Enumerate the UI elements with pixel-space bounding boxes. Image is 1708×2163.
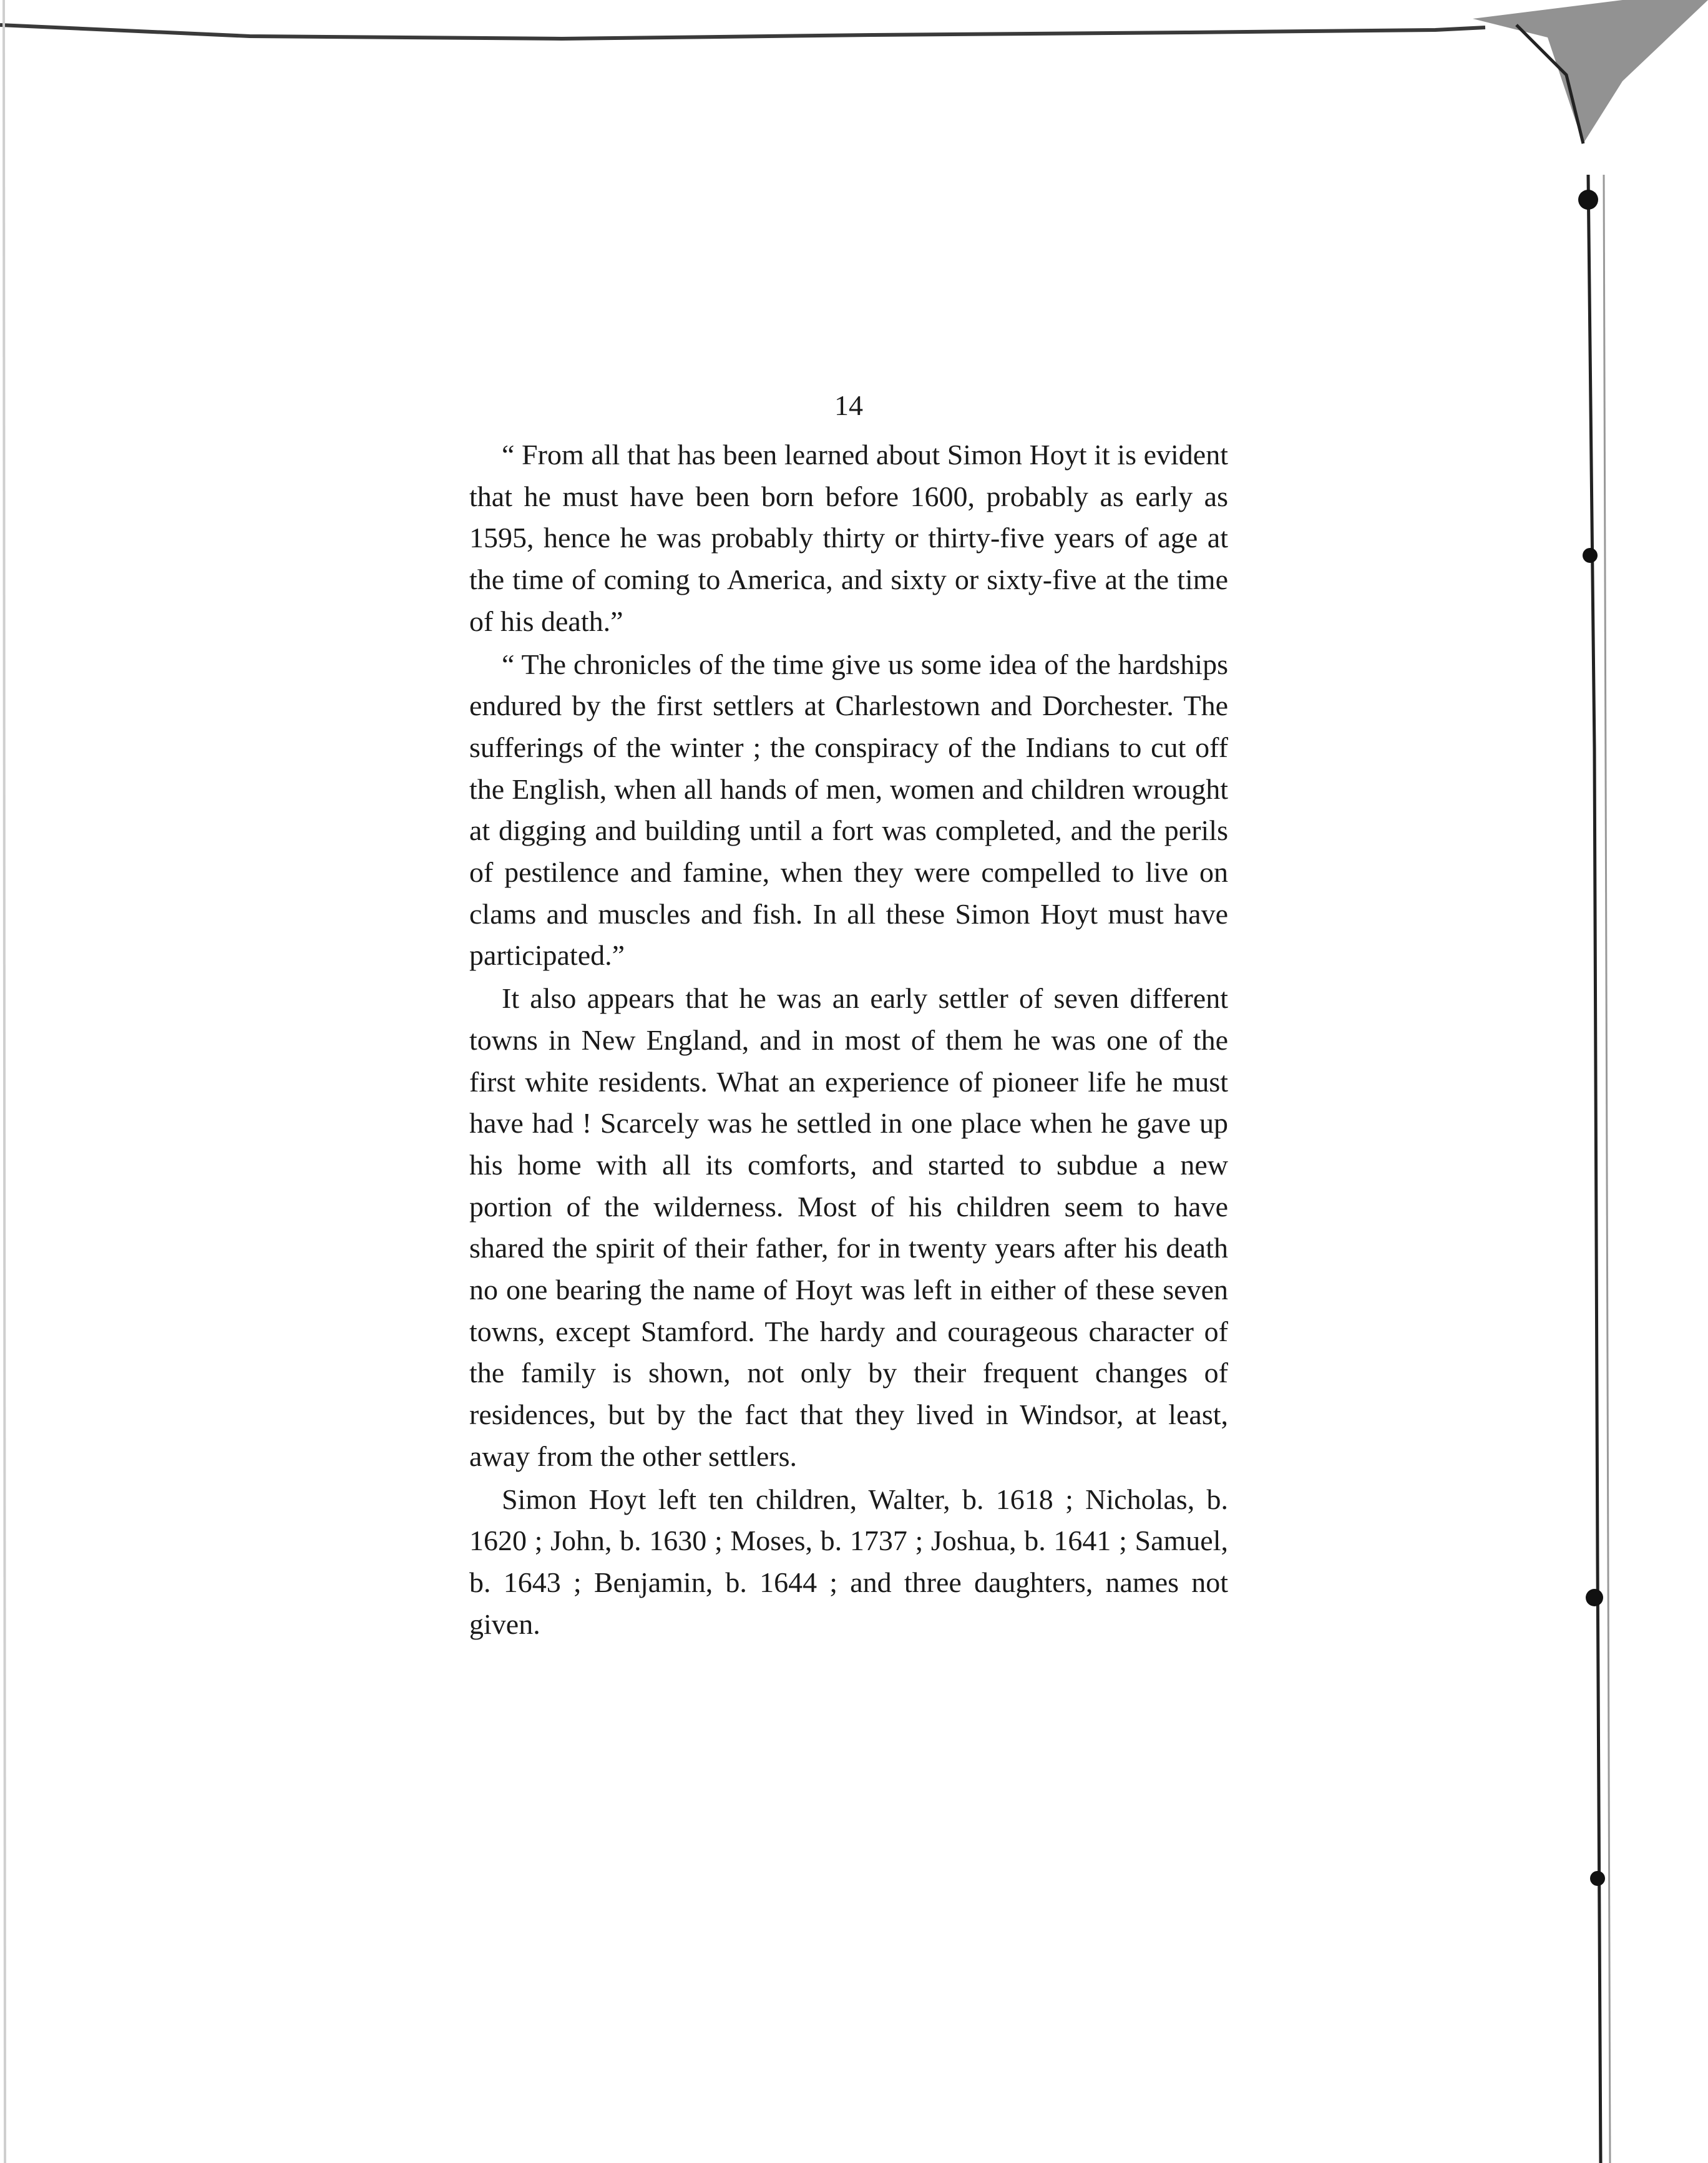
- paragraph-2: “ The chronicles of the time give us some idea of the hardships endured by the first settlers at Charlestown and Dorchester. The sufferings of the winter ; the conspiracy of the Indians to cut off the English, when all hands of men, women and children wrought at digging and building until a fort was completed, and the perils of pestilence and famine, when they were compelled to live on clams and muscles and fish. In all these Simon Hoyt must have participated.”: [469, 648, 1228, 972]
- paragraph-1: “ From all that has been learned about Simon Hoyt it is evident that he must have been born before 1600, probably as early as 1595, hence he was probably thirty or thirty-five years of age at the time of coming to America, and sixty or sixty-five at the time of his death.”: [469, 439, 1228, 637]
- page-number: 14: [834, 389, 863, 421]
- top-edge-line: [0, 25, 1485, 39]
- binding-line: [1588, 175, 1601, 2163]
- left-edge-line: [4, 0, 5, 2163]
- paragraph-3: It also appears that he was an early settler of seven different towns in New England, and in most of them he was one of the first white residents. What an experience of pioneer life he must have had ! Scarcely was he settled in one place when he gave up his home with all its comforts, and started to subdue a new portion of the wilderness. Most of his children seem to have shared the spirit of their father, for in twenty years after his death no one bearing the name of Hoyt was left in either of these seven towns, except Stamford. The hardy and courageous character of the family is shown, not only by their frequent changes of residences, but by the fact that they lived in Windsor, at least, away from the other settlers.: [469, 982, 1228, 1472]
- text-block: [469, 381, 1228, 1645]
- paragraph-4: Simon Hoyt left ten children, Walter, b. 1618 ; Nicholas, b. 1620 ; John, b. 1630 ; Moses, b. 1737 ; Joshua, b. 1641 ; Samuel, b. 1643 ; Benjamin, b. 1644 ; and three daughters, names not given.: [469, 1483, 1228, 1640]
- corner-fold: [1473, 0, 1708, 144]
